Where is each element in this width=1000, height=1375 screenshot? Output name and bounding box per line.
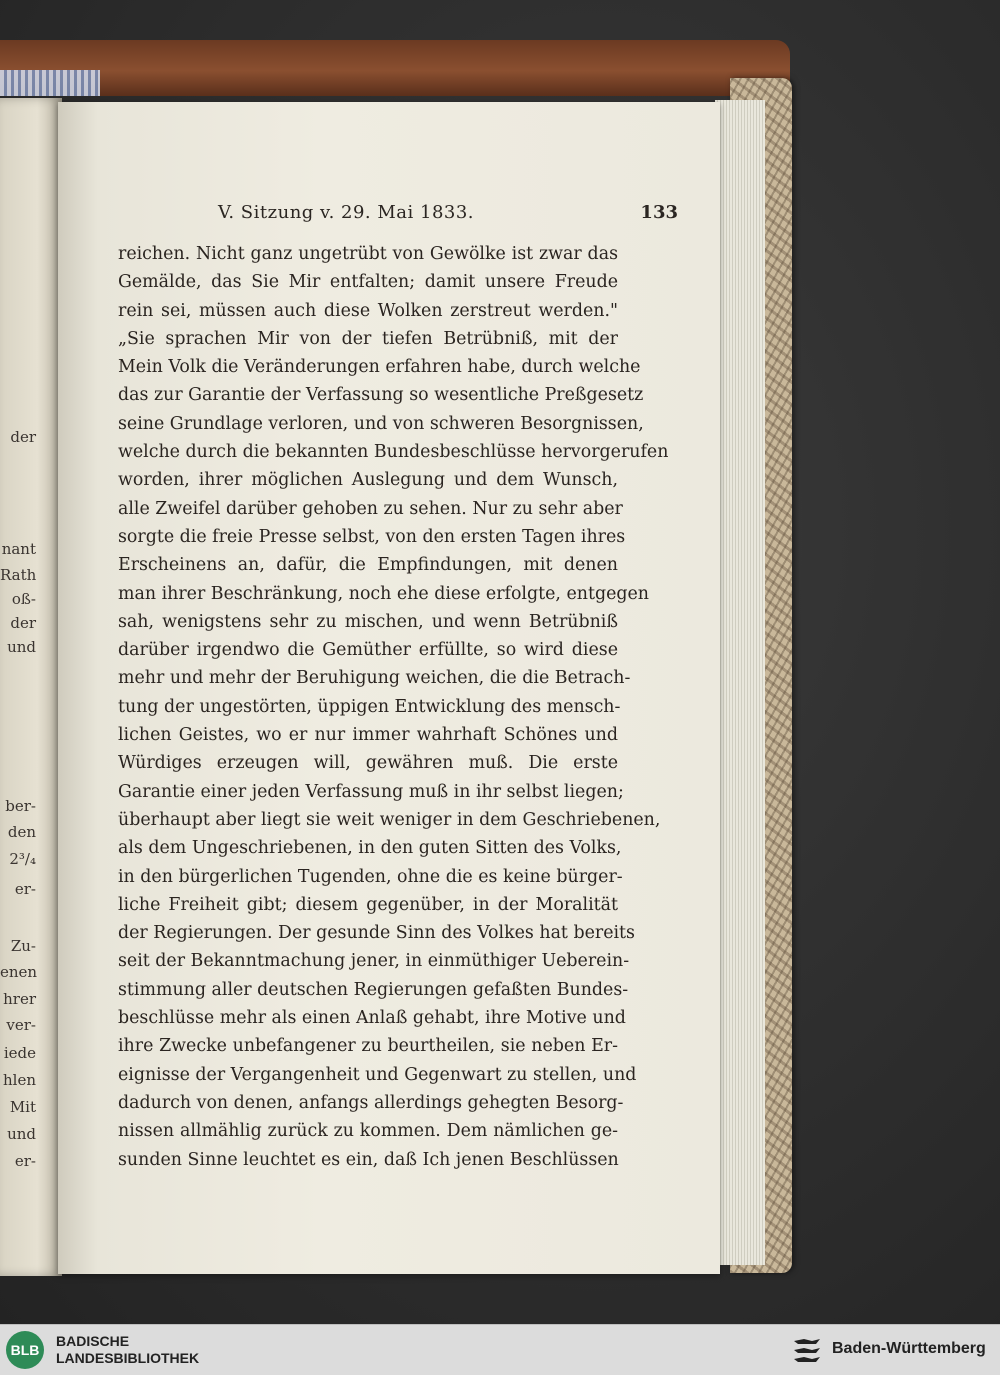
left-page-fragment: ver- <box>6 1016 36 1034</box>
blb-logo-icon[interactable]: BLB <box>6 1331 44 1369</box>
bookmark-ribbon <box>0 70 100 96</box>
header-title: V. Sitzung v. 29. Mai 1833. <box>218 202 475 223</box>
left-page-fragment: hrer <box>3 990 36 1008</box>
text-line: darüber irgendwo die Gemüther erfüllte, so wird diese <box>118 640 618 661</box>
left-page-fragment: und <box>7 1125 36 1143</box>
text-line: tung der ungestörten, üppigen Entwicklung des mensch- <box>118 696 621 717</box>
left-page-fragment: und <box>7 638 36 656</box>
text-line: worden, ihrer möglichen Auslegung und dem Wunsch, <box>118 470 618 491</box>
text-line: nissen allmählig zurück zu kommen. Dem nämlichen ge- <box>118 1121 618 1142</box>
text-line: alle Zweifel darüber gehoben zu sehen. Nur zu sehr aber <box>118 498 623 519</box>
left-page-fragment: 2³/₄ <box>9 850 36 868</box>
left-page-fragment: hlen <box>3 1071 36 1089</box>
library-name-line2: LANDESBIBLIOTHEK <box>56 1350 200 1366</box>
text-line: beschlüsse mehr als einen Anlaß gehabt, ihre Motive und <box>118 1008 626 1029</box>
text-line: lichen Geistes, wo er nur immer wahrhaft Schönes und <box>118 725 618 746</box>
book-cover-top <box>0 40 790 96</box>
text-line: reichen. Nicht ganz ungetrübt von Gewölke ist zwar das <box>118 244 618 264</box>
running-header <box>218 202 678 232</box>
left-page-fragment: nant <box>1 540 36 558</box>
left-page-fragment: Rath <box>0 566 37 584</box>
left-page-fragment: Zu- <box>10 937 36 955</box>
left-page-fragment: er- <box>14 1152 36 1170</box>
left-page-fragment: der <box>10 614 36 632</box>
text-line: liche Freiheit gibt; diesem gegenüber, in der Moralität <box>118 894 618 915</box>
left-page-fragment: ber- <box>5 797 36 815</box>
text-line: sorgte die freie Presse selbst, von den ersten Tagen ihres <box>118 526 626 547</box>
text-line: eignisse der Vergangenheit und Gegenwart zu stellen, und <box>118 1064 637 1085</box>
left-page-fragment: enen <box>0 963 38 981</box>
text-line: in den bürgerlichen Tugenden, ohne die es keine bürger- <box>118 866 623 887</box>
text-line: sah, wenigstens sehr zu mischen, und wenn Betrübniß <box>118 611 618 632</box>
text-line: dadurch von denen, anfangs allerdings gehegten Besorg- <box>118 1092 624 1113</box>
book-page <box>58 102 720 1274</box>
text-line: seine Grundlage verloren, und von schweren Besorgnissen, <box>118 413 644 434</box>
text-line: sunden Sinne leuchtet es ein, daß Ich jenen Beschlüssen <box>118 1149 619 1170</box>
left-page-fragment: oß- <box>11 590 36 608</box>
text-line: überhaupt aber liegt sie weit weniger in dem Geschriebenen, <box>118 809 661 830</box>
text-line: das zur Garantie der Verfassung so wesentliche Preßgesetz <box>118 385 644 406</box>
text-line: welche durch die bekannten Bundesbeschlüsse hervorgerufen <box>118 442 669 463</box>
text-line: man ihrer Beschränkung, noch ehe diese erfolgte, entgegen <box>118 583 649 604</box>
text-line: Gemälde, das Sie Mir entfalten; damit unsere Freude <box>118 272 618 293</box>
left-page-fragment: Mit <box>9 1098 36 1116</box>
left-page-fragment: den <box>7 823 36 841</box>
text-line: „Sie sprachen Mir von der tiefen Betrübniß, mit der <box>118 328 618 349</box>
library-name[interactable] <box>56 1333 199 1367</box>
text-line: ihre Zwecke unbefangener zu beurtheilen, sie neben Er- <box>118 1036 618 1057</box>
page-block-edges <box>715 100 765 1265</box>
left-page-fragment: der <box>10 428 36 446</box>
text-line: mehr und mehr der Beruhigung weichen, die die Betrach- <box>118 668 631 689</box>
footer-bar <box>0 1324 1000 1375</box>
page-body <box>118 240 669 1174</box>
text-line: rein sei, müssen auch diese Wolken zerstreut werden." <box>118 300 618 321</box>
state-name[interactable]: Baden-Württemberg <box>832 1340 986 1357</box>
library-name-line1: BADISCHE <box>56 1333 130 1349</box>
page-number: 133 <box>640 202 678 223</box>
text-line: seit der Bekanntmachung jener, in einmüthiger Ueberein- <box>118 951 630 972</box>
text-line: als dem Ungeschriebenen, in den guten Sitten des Volks, <box>118 838 622 859</box>
text-line: Erscheinens an, dafür, die Empfindungen, mit denen <box>118 555 618 576</box>
text-line: der Regierungen. Der gesunde Sinn des Volkes hat bereits <box>118 923 635 944</box>
previous-page-edge <box>0 98 62 1276</box>
text-line: stimmung aller deutschen Regierungen gefaßten Bundes- <box>118 979 629 1000</box>
text-line: Würdiges erzeugen will, gewähren muß. Die erste <box>118 753 618 774</box>
state-coat-of-arms-icon <box>790 1333 824 1367</box>
text-line: Garantie einer jeden Verfassung muß in ihr selbst liegen; <box>118 781 624 802</box>
left-page-fragment: er- <box>14 880 36 898</box>
text-line: Mein Volk die Veränderungen erfahren habe, durch welche <box>118 357 641 378</box>
left-page-fragment: iede <box>3 1044 36 1062</box>
